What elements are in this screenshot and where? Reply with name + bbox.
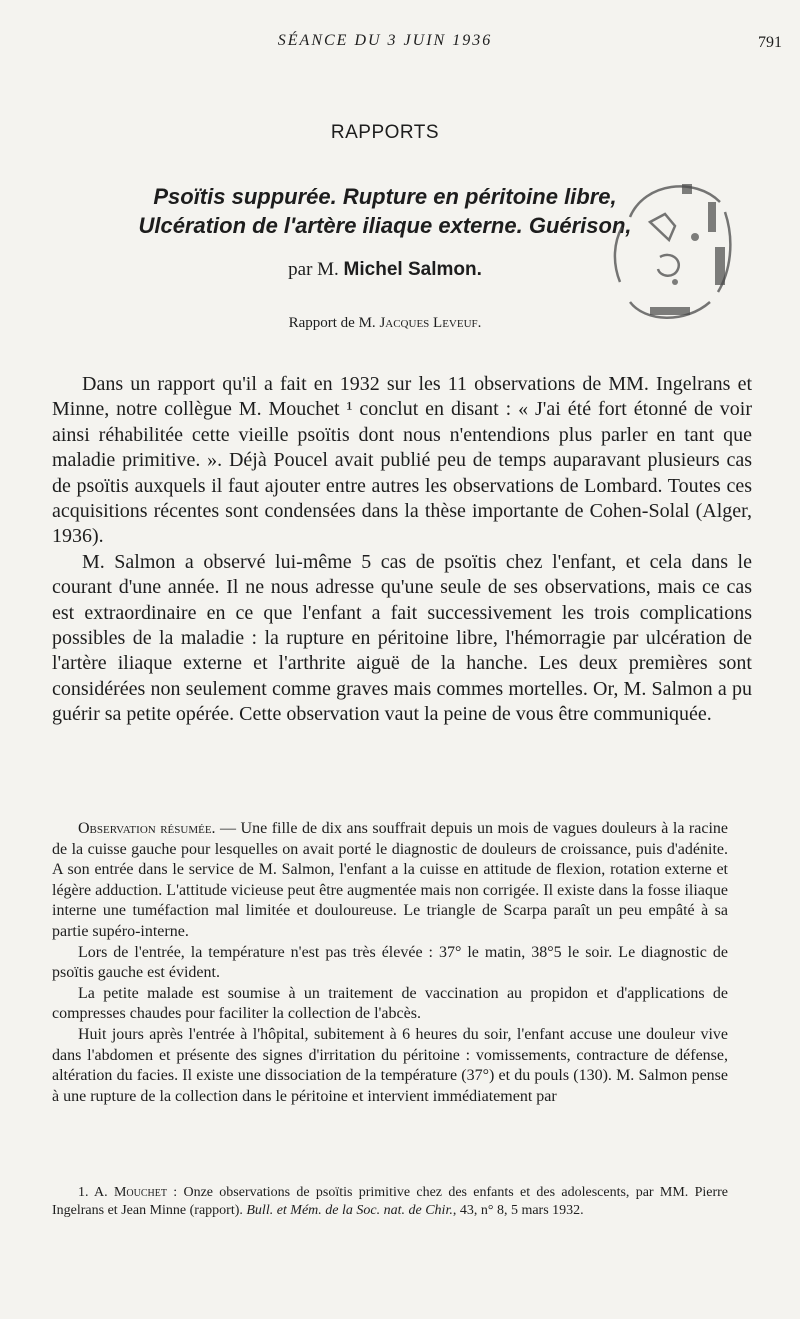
- report-prefix: Rapport de M.: [288, 315, 376, 331]
- page-number: 791: [758, 34, 782, 51]
- footnote-marker: 1. A.: [78, 1185, 108, 1200]
- observation-paragraph-3: La petite malade est soumise à un traitement de vaccination au propidon et d'applications de compresses chaudes pour faciliter la collection de l'abcès.: [52, 984, 728, 1023]
- running-title: SÉANCE DU 3 JUIN 1936: [277, 32, 493, 49]
- footnote-journal: Bull. et Mém. de la Soc. nat. de Chir.: [246, 1203, 453, 1218]
- footnote-issue-date: , n° 8, 5 mars 1932.: [473, 1203, 584, 1218]
- observation-paragraph-1: [52, 819, 728, 943]
- footnote-volume: 43: [459, 1203, 474, 1218]
- article-title-line-1: Psoïtis suppurée. Rupture en péritoine libre,: [153, 184, 617, 209]
- body-paragraph-1: Dans un rapport qu'il a fait en 1932 sur les 11 observations de MM. Ingelrans et Minne, notre collègue M. Mouchet ¹ conclut en disant : « J'ai été fort étonné de voir ainsi réhabilitée cette vieille psoïtis dont nous n'entendions plus parler en tant que maladie primitive. ». Déjà Poucel avait publié peu de temps auparavant plusieurs cas de psoïtis auxquels il faut ajouter entre autres les observations de Lombard. Toutes ces acquisitions récentes sont condensées dans la thèse importante de Cohen-Solal (Alger, 1936).: [52, 373, 752, 548]
- footnote-text: : Onze observations de psoïtis primitive chez des enfants et des adolescents, par MM. Pierre Ingelrans et Jean Minne (rapport).: [52, 1185, 729, 1218]
- section-title: RAPPORTS: [330, 122, 440, 143]
- observation-paragraph-2: Lors de l'entrée, la température n'est pas très élevée : 37° le matin, 38°5 le soir. Le diagnostic de psoïtis gauche est évident.: [52, 943, 728, 982]
- observation-label: Observation résumée.: [78, 820, 216, 837]
- reporter-name: Jacques Leveuf.: [379, 315, 482, 331]
- footnote-paragraph: 1. A. Mouchet : Onze observations de psoïtis primitive chez des enfants et des adolescents, par MM. Pierre Ingelrans et Jean Minne (rapport). Bull. et Mém. de la Soc. nat. de Chir., 43, n° 8, 5 mars 1932.: [52, 1185, 729, 1218]
- author-name: Michel Salmon.: [343, 259, 482, 280]
- running-head: [0, 32, 800, 56]
- observation-summary: [52, 819, 728, 1107]
- body-paragraph-2: M. Salmon a observé lui-même 5 cas de psoïtis chez l'enfant, et cela dans le courant d'une année. Il ne nous adresse qu'une seule de ses observations, mais ce cas est extraordinaire en ce que l'enfant a fait successivement les trois complications possibles de la maladie : la rupture en péritoine libre, l'hémorragie par ulcération de l'artère iliaque externe et l'arthrite aiguë de la hanche. Les deux premières sont considérées non seulement comme graves mais commes mortelles. Or, M. Salmon a pu guérir sa petite opérée. Cette observation vaut la peine de vous être communiquée.: [52, 550, 752, 726]
- footnote-author: Mouchet: [113, 1185, 167, 1200]
- library-stamp-icon: [590, 162, 740, 332]
- observation-paragraph-4: Huit jours après l'entrée à l'hôpital, subitement à 6 heures du soir, l'enfant accuse une douleur vive dans l'abdomen et présente des signes d'irritation du péritoine : vomissements, contracture de défense, altération du facies. Il existe une dissociation de la température (37°) et du pouls (130). M. Salmon pense à une rupture de la collection dans le péritoine et intervient immédiatement par: [52, 1025, 728, 1105]
- observation-text-1: — Une fille de dix ans souffrait depuis un mois de vagues douleurs à la racine de la cuisse gauche pour lesquelles on avait porté le diagnostic de douleurs de croissance, puis d'adénite. A son entrée dans le service de M. Salmon, l'enfant a la cuisse en attitude de flexion, rotation externe et légère adduction. L'attitude vicieuse peut être augmentée mais non corrigée. Il existe dans la fosse iliaque interne une tuméfaction mal limitée et douloureuse. Le triangle de Scarpa paraît un peu empâté à sa partie supéro-interne.: [52, 820, 728, 940]
- footnote: [52, 1184, 728, 1220]
- body-text: [52, 372, 752, 728]
- byline-prefix: par M.: [288, 259, 339, 280]
- article-title-line-2: Ulcération de l'artère iliaque externe. Guérison,: [138, 213, 632, 238]
